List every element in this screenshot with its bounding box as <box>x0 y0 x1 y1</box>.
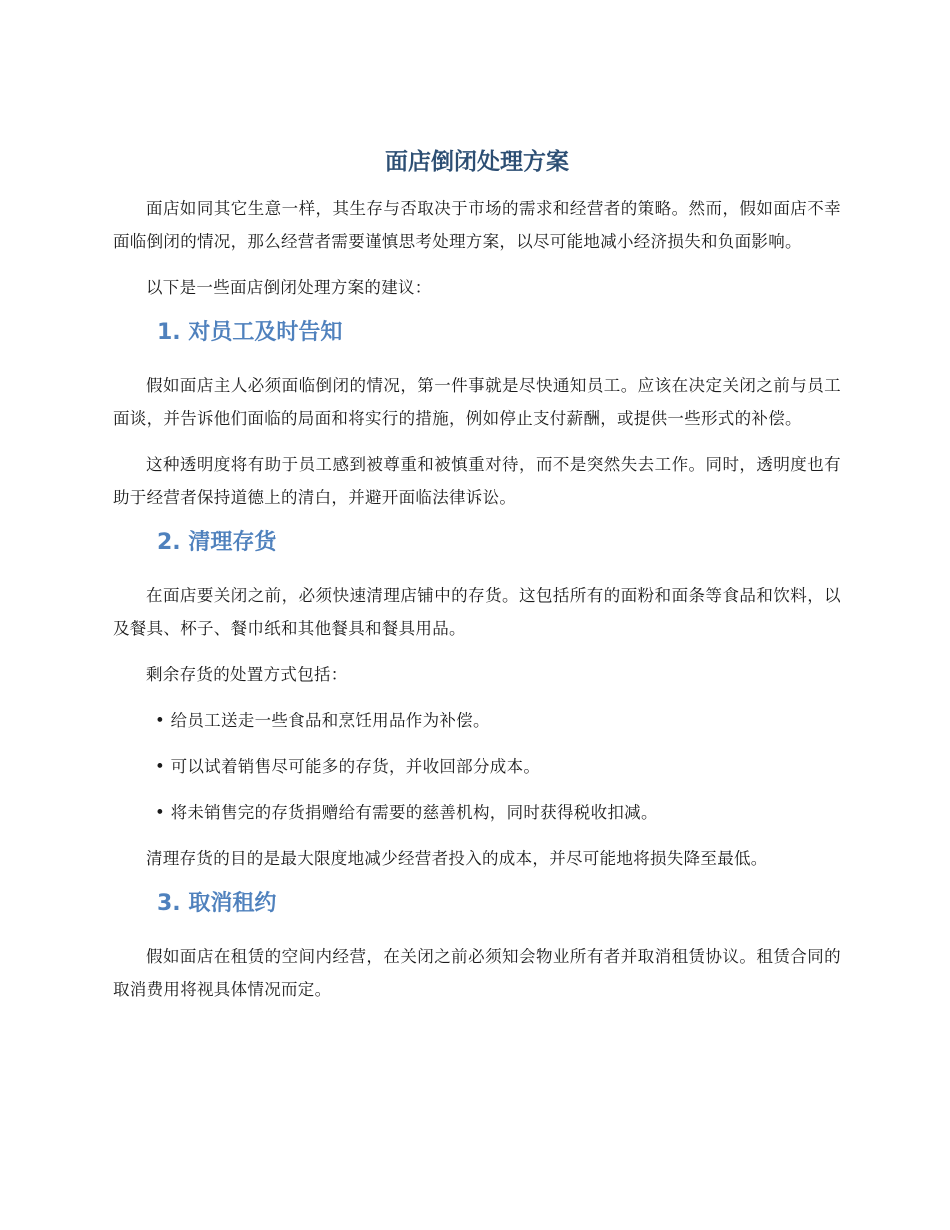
bullet-item: • 给员工送走一些食品和烹饪用品作为补偿。 <box>155 711 490 730</box>
intro-paragraph: 以下是一些面店倒闭处理方案的建议： <box>146 278 432 297</box>
body-paragraph: 假如面店在租赁的空间内经营，在关闭之前必须知会物业所有者并取消租赁协议。租赁合同的取消费用将视具体情况而定。 <box>113 947 841 999</box>
section-heading: 1. 对员工及时告知 <box>157 320 343 345</box>
bullet-item: • 将未销售完的存货捐赠给有需要的慈善机构，同时获得税收扣减。 <box>155 803 658 822</box>
body-paragraph: 这种透明度将有助于员工感到被尊重和被慎重对待，而不是突然失去工作。同时，透明度也有助于经营者保持道德上的清白，并避开面临法律诉讼。 <box>113 455 841 507</box>
bullet-item: • 可以试着销售尽可能多的存货，并收回部分成本。 <box>155 757 541 776</box>
page-title: 面店倒闭处理方案 <box>385 149 569 175</box>
section-heading: 2. 清理存货 <box>157 530 277 555</box>
body-paragraph: 在面店要关闭之前，必须快速清理店铺中的存货。这包括所有的面粉和面条等食品和饮料，以及餐具、杯子、餐巾纸和其他餐具和餐具用品。 <box>113 586 841 638</box>
body-paragraph: 剩余存货的处置方式包括： <box>146 665 348 684</box>
section-heading: 3. 取消租约 <box>157 891 277 916</box>
body-paragraph: 假如面店主人必须面临倒闭的情况，第一件事就是尽快通知员工。应该在决定关闭之前与员工面谈，并告诉他们面临的局面和将实行的措施，例如停止支付薪酬，或提供一些形式的补偿。 <box>113 376 841 428</box>
body-paragraph: 清理存货的目的是最大限度地减少经营者投入的成本，并尽可能地将损失降至最低。 <box>146 849 768 868</box>
document-page <box>113 140 841 1019</box>
intro-paragraph: 面店如同其它生意一样，其生存与否取决于市场的需求和经营者的策略。然而，假如面店不幸面临倒闭的情况，那么经营者需要谨慎思考处理方案，以尽可能地减小经济损失和负面影响。 <box>113 199 841 251</box>
